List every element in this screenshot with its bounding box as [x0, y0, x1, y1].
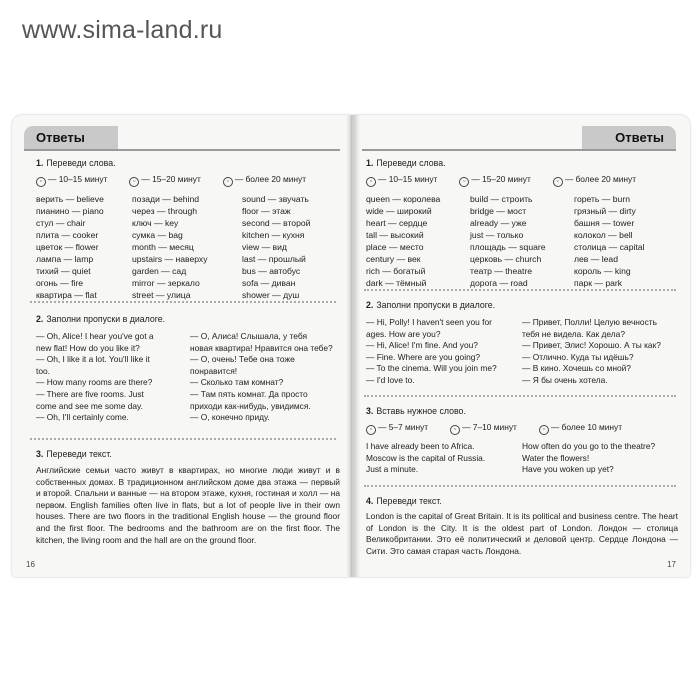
- tab-underline: [362, 149, 676, 151]
- page-number: 16: [26, 560, 35, 569]
- tab-underline: [24, 149, 340, 151]
- smile-icon: ᵕ: [36, 177, 46, 187]
- section-divider: [364, 485, 676, 487]
- book-spread: [12, 115, 690, 577]
- task-2-section: [36, 313, 336, 325]
- translation-text: London is the capital of Great Britain. It is its political and business centre. The heart of London is the City. It is the oldest part of London. Лондон — столица Великобритании. Это её политический и деловой центр. Сердце Лондона — Сити. Это самая старая часть Лондона.: [366, 511, 678, 556]
- dialogue-english: — Oh, Alice! I hear you've got a new flat! How do you like it? — Oh, I like it a lot. You'll like it too. — How many rooms are there? — There are five rooms. Just come and see me some day. — Oh, I'll certainly come.: [36, 331, 154, 423]
- word-columns: [366, 193, 680, 289]
- section-divider: [30, 438, 336, 440]
- dialogue-russian: — Привет, Полли! Целую вечность тебя не видела. Как дела? — Привет, Элис! Хорошо. А ты как? — Отлично. Куда ты идёшь? — В кино. Хочешь со мной? — Я бы очень хотела.: [522, 317, 661, 385]
- left-page: [12, 115, 352, 577]
- task-title: 4. Переведи текст.: [366, 496, 442, 506]
- book-spine: [346, 115, 360, 577]
- task-title: 1. Переведи слова.: [366, 158, 446, 168]
- section-divider: [30, 301, 336, 303]
- smile-icon: ᵕ: [553, 177, 563, 187]
- word-column: позади — behind через — through ключ — key сумка — bag month — месяц upstairs — наверху garden — сад mirror — зеркало street — улица: [132, 194, 208, 300]
- smile-icon: ᵕ: [366, 177, 376, 187]
- word-column: build — строить bridge — мост already — уже just — только площадь — square церковь — church театр — theatre дорога — road: [470, 194, 546, 288]
- smile-icon: ᵕ: [223, 177, 233, 187]
- word-column: гореть — burn грязный — dirty башня — tower колокол — bell столица — capital лев — lead король — king парк — park: [574, 194, 645, 288]
- task-title: 3. Вставь нужное слово.: [366, 406, 466, 416]
- answers-tab: Ответы: [582, 126, 676, 150]
- task-1-section: [366, 157, 680, 289]
- smile-icon: ᵕ: [539, 425, 549, 435]
- section-divider: [364, 289, 676, 291]
- sentences-column: How often do you go to the theatre? Water the flowers! Have you woken up yet?: [522, 441, 656, 475]
- sentences-column: I have already been to Africa. Moscow is the capital of Russia. Just a minute.: [366, 441, 486, 475]
- word-columns: [36, 193, 336, 301]
- word-column: queen — королева wide — широкий heart — сердце tall — высокий place — место century — век rich — богатый dark — тёмный: [366, 194, 441, 288]
- smile-icon: ᵕ: [450, 425, 460, 435]
- task-2-section: [366, 299, 680, 311]
- task-1-section: [36, 157, 336, 301]
- task-3-section: [366, 405, 680, 441]
- task-3-section: [36, 448, 336, 460]
- task-4-section: [366, 495, 680, 507]
- section-divider: [364, 395, 676, 397]
- smile-icon: ᵕ: [129, 177, 139, 187]
- translation-text: Английские семьи часто живут в квартирах, но многие люди живут и в собственных домах. В традиционном английском доме два этажа — первый и второй. Спальни и ванные — на втором этаже, кухня, гостиная и холл — на первом. English families often live in flats, but a lot of people live in their own houses. There are two floors in the traditional English house — the ground floor and the first floor. The bedrooms and the bathroom are on the first floor. The kitchen, the living room and the hall are on the ground floor.: [36, 465, 340, 545]
- timer-row: ᵕ — 5–7 минут ᵕ — 7–10 минут ᵕ — более 10 минут: [366, 421, 680, 435]
- dialogue-russian: — О, Алиса! Слышала, у тебя новая квартира! Нравится она тебе? — О, очень! Тебе она тоже понравится! — Сколько там комнат? — Там пять комнат. Да просто приходи как-нибудь, увидимся. — О, конечно приду.: [190, 331, 333, 423]
- task-title: 2. Заполни пропуски в диалоге.: [366, 300, 496, 310]
- dialogue-english: — Hi, Polly! I haven't seen you for ages. How are you? — Hi, Alice! I'm fine. And you? — Fine. Where are you going? — To the cinema. Will you join me? — I'd love to.: [366, 317, 497, 385]
- word-column: верить — believe пианино — piano стул — chair плита — cooker цветок — flower лампа — lamp тихий — quiet огонь — fire квартира — flat: [36, 194, 104, 300]
- task-title: 2. Заполни пропуски в диалоге.: [36, 314, 166, 324]
- timer-row: ᵕ — 10–15 минут ᵕ — 15–20 минут ᵕ — более 20 минут: [366, 173, 680, 187]
- task-title: 3. Переведи текст.: [36, 449, 112, 459]
- answers-tab: Ответы: [24, 126, 118, 150]
- smile-icon: ᵕ: [366, 425, 376, 435]
- timer-row: ᵕ — 10–15 минут ᵕ — 15–20 минут ᵕ — более 20 минут: [36, 173, 336, 187]
- page-number: 17: [667, 560, 676, 569]
- smile-icon: ᵕ: [459, 177, 469, 187]
- watermark: www.sima-land.ru: [22, 16, 223, 44]
- right-page: [352, 115, 690, 577]
- word-column: sound — звучать floor — этаж second — второй kitchen — кухня view — вид last — прошлый bus — автобус sofa — диван shower — душ: [242, 194, 311, 300]
- task-title: 1. Переведи слова.: [36, 158, 116, 168]
